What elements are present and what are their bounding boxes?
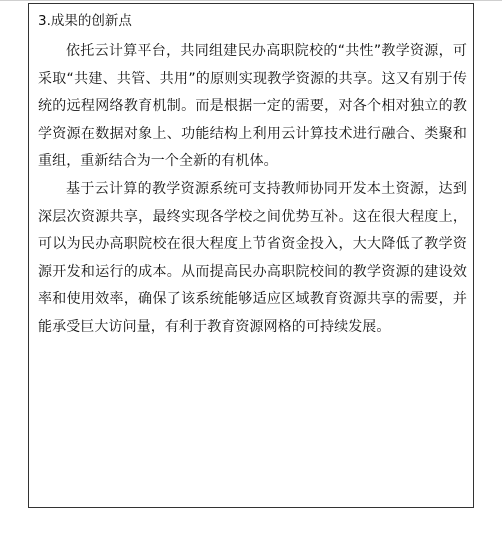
cell-content [38, 10, 467, 342]
section-heading: 3.成果的创新点 [38, 13, 132, 29]
paragraph-1: 依托云计算平台，共同组建民办高职院校的“共性”教学资源，可采取“共建、共管、共用”的原则实现教学资源的共享。这又有别于传统的远程网络教育机制。而是根据一定的需要，对各个相对独立的教学资源在数据对象上、功能结构上利用云计算技术进行融合、类聚和重组，重新结合为一个全新的有机体。 [38, 43, 467, 170]
paragraph-2: 基于云计算的教学资源系统可支持教师协同开发本土资源，达到深层次资源共享，最终实现各学校之间优势互补。这在很大程度上，可以为民办高职院校在很大程度上节省资金投入，大大降低了教学资源开发和运行的成本。从而提高民办高职院校间的教学资源的建设效率和使用效率，确保了该系统能够适应区域教育资源共享的需要，并能承受巨大访问量，有利于教育资源网格的可持续发展。 [38, 180, 467, 335]
table-cell [28, 3, 474, 508]
page-top-divider [0, 0, 502, 1]
